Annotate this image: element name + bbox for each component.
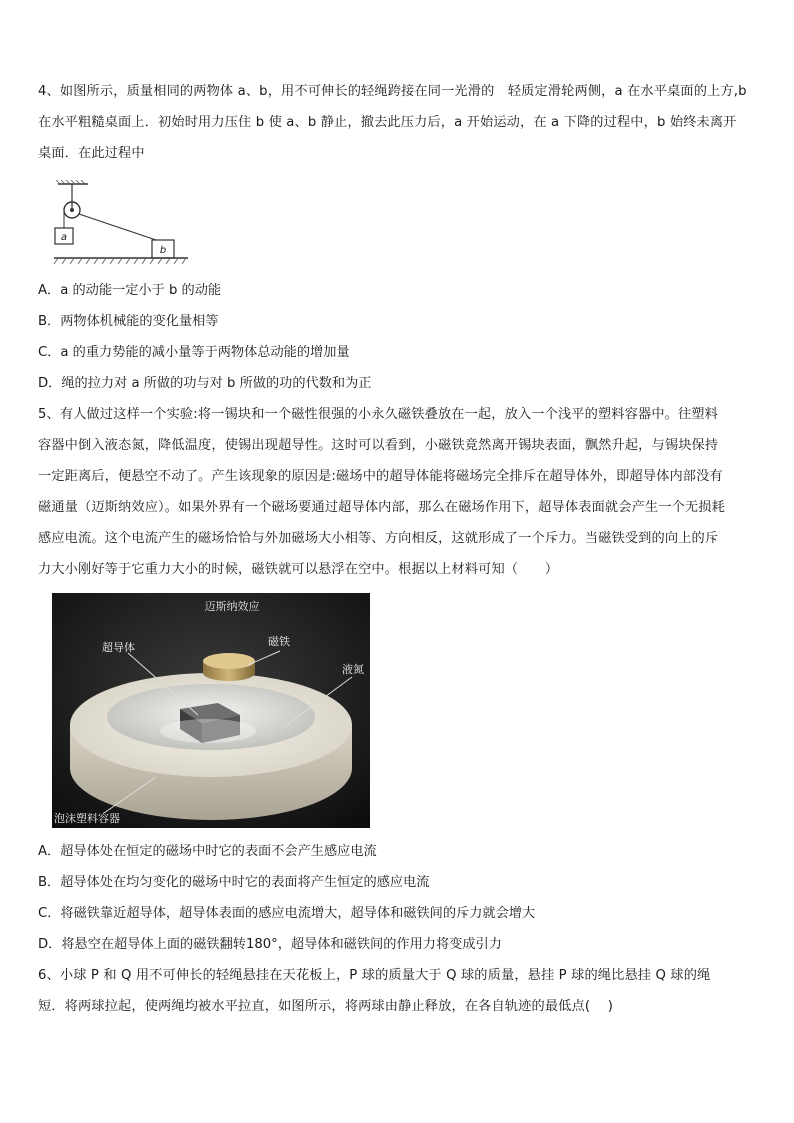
q4-option-c: C．a 的重力势能的减小量等于两物体总动能的增加量	[38, 345, 350, 360]
q5-stem-line-1: 5、有人做过这样一个实验:将一锡块和一个磁性很强的小永久磁铁叠放在一起，放入一个浅平的塑料容器中。往塑料	[38, 407, 719, 422]
block-b-label: b	[159, 245, 167, 256]
q5-stem-line-5: 感应电流。这个电流产生的磁场恰恰与外加磁场大小相等、方向相反，这就形成了一个斥力。当磁铁受到的向上的斥	[38, 531, 719, 546]
label-superconductor: 超导体	[102, 641, 135, 654]
q5-stem-line-6: 力大小刚好等于它重力大小的时候，磁铁就可以悬浮在空中。根据以上材料可知（ ）	[38, 562, 559, 577]
q5-stem-line-3: 一定距离后，便悬空不动了。产生该现象的原因是:磁场中的超导体能将磁场完全排斥在超导体外，即超导体内部没有	[38, 469, 723, 484]
q4-stem-line-3: 桌面．在此过程中	[38, 146, 145, 161]
q4-pulley-figure	[52, 180, 192, 268]
photo-title: 迈斯纳效应	[204, 600, 260, 613]
label-liquid-nitrogen: 液氮	[342, 663, 364, 676]
q5-stem-line-4: 磁通量（迈斯纳效应）。如果外界有一个磁场要通过超导体内部，那么在磁场作用下，超导体表面就会产生一个无损耗	[38, 500, 725, 515]
q4-stem-line-1: 4、如图所示，质量相同的两物体 a、b，用不可伸长的轻绳跨接在同一光滑的 轻质定滑轮两侧，a 在水平桌面的上方,b	[38, 84, 747, 99]
label-foam-container: 泡沫塑料容器	[54, 812, 120, 825]
q5-stem-line-2: 容器中倒入液态氮，降低温度，使锡出现超导性。这时可以看到，小磁铁竟然离开锡块表面，飘然升起，与锡块保持	[38, 438, 719, 453]
q5-option-a: A．超导体处在恒定的磁场中时它的表面不会产生感应电流	[38, 844, 377, 859]
q4-stem-line-2: 在水平粗糙桌面上．初始时用力压住 b 使 a、b 静止，撤去此压力后，a 开始运动，在 a 下降的过程中，b 始终未离开	[38, 115, 737, 130]
q5-option-b: B．超导体处在均匀变化的磁场中时它的表面将产生恒定的感应电流	[38, 875, 430, 890]
q5-option-d: D．将悬空在超导体上面的磁铁翻转180°，超导体和磁铁间的作用力将变成引力	[38, 937, 502, 952]
q4-option-d: D．绳的拉力对 a 所做的功与对 b 所做的功的代数和为正	[38, 376, 372, 391]
q4-option-a: A．a 的动能一定小于 b 的动能	[38, 283, 222, 298]
q6-stem-line-1: 6、小球 P 和 Q 用不可伸长的轻绳悬挂在天花板上，P 球的质量大于 Q 球的质量，悬挂 P 球的绳比悬挂 Q 球的绳	[38, 968, 711, 983]
q5-option-c: C．将磁铁靠近超导体，超导体表面的感应电流增大，超导体和磁铁间的斥力就会增大	[38, 906, 536, 921]
label-magnet: 磁铁	[268, 635, 290, 648]
block-a-label: a	[60, 232, 68, 243]
q4-option-b: B．两物体机械能的变化量相等	[38, 314, 219, 329]
meissner-effect-photo	[52, 593, 370, 828]
q6-stem-line-2: 短．将两球拉起，使两绳均被水平拉直，如图所示，将两球由静止释放，在各自轨迹的最低点( )	[38, 999, 614, 1014]
